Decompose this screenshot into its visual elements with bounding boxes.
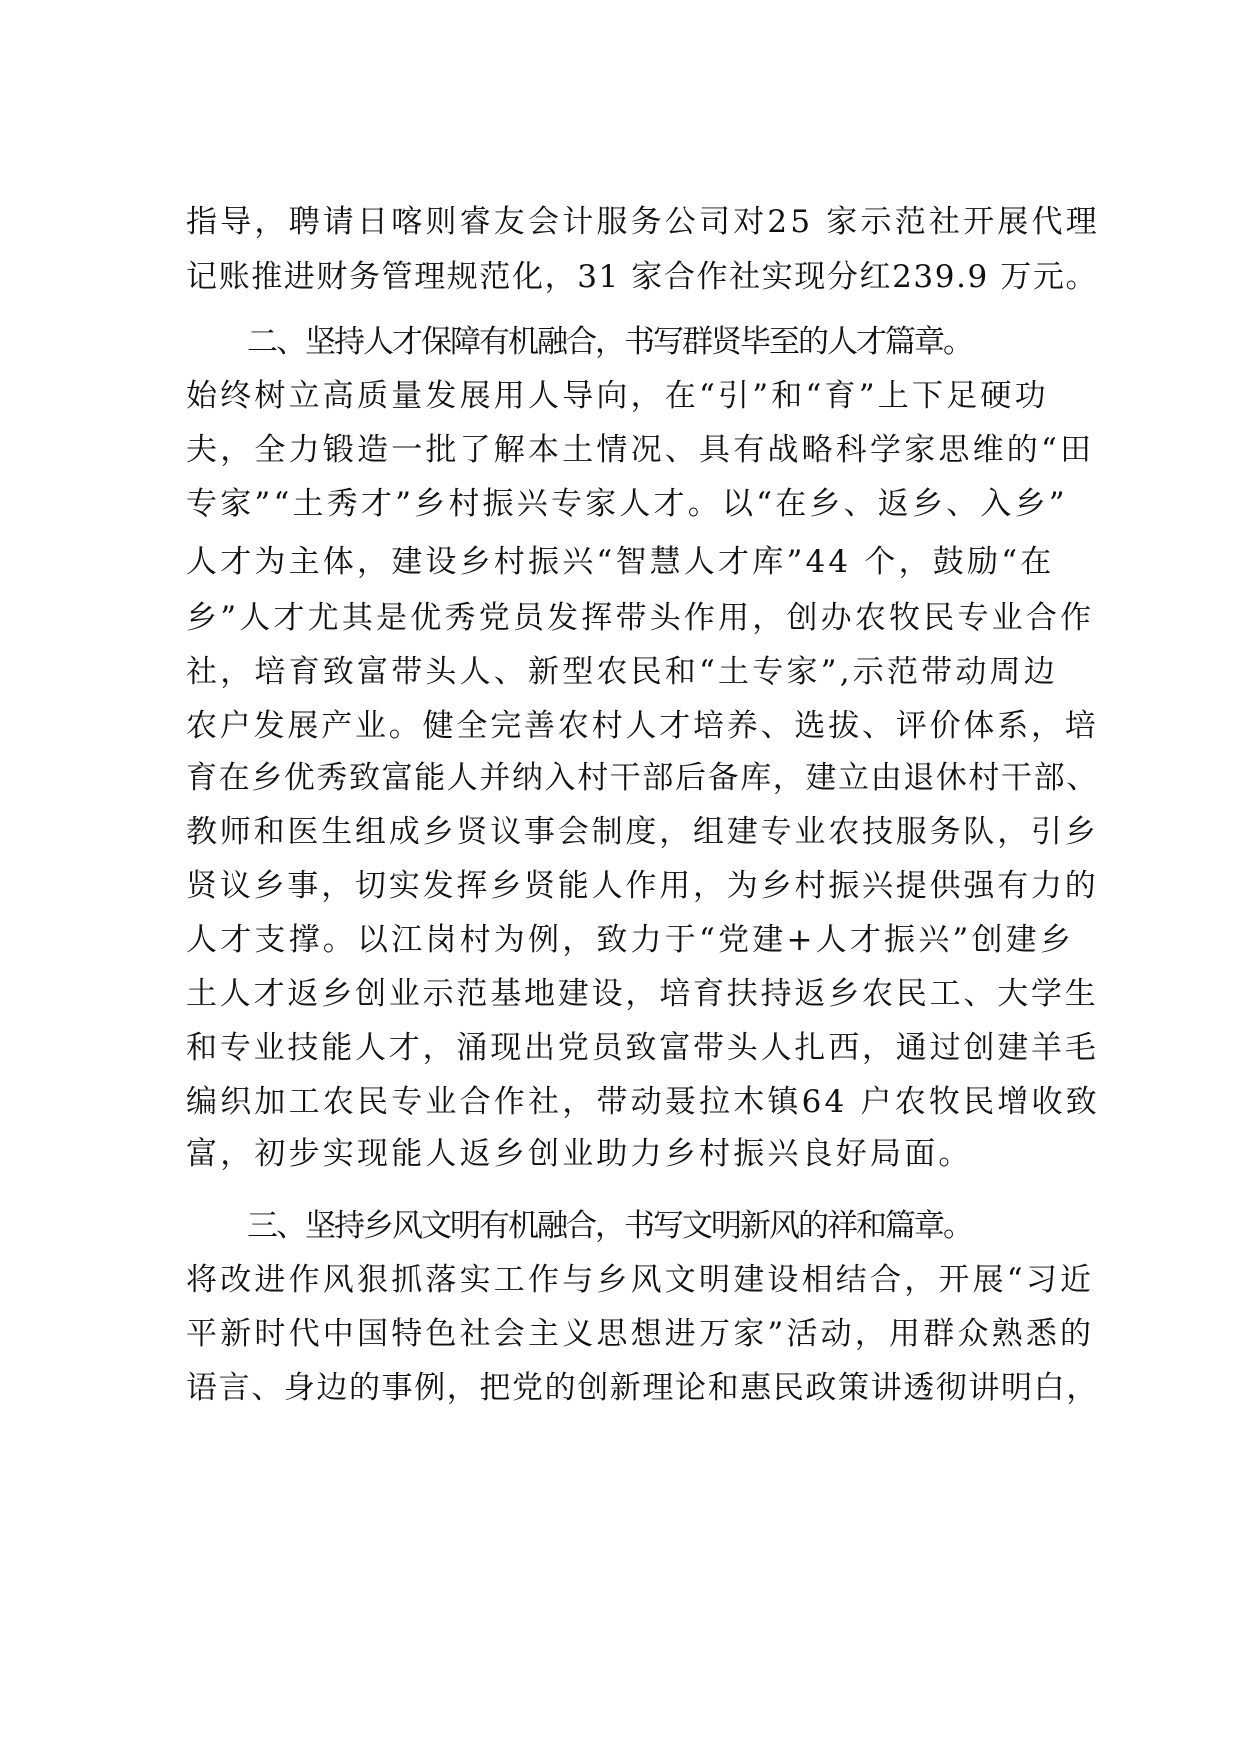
text-line: 编织加工农民专业合作社，带动聂拉木镇64 户农牧民增收致 [186,1084,1100,1120]
text-line: 土人才返乡创业示范基地建设，培育扶持返乡农民工、大学生 [186,976,1099,1012]
text-line: 记账推进财务管理规范化，31 家合作社实现分红239.9 万元。 [186,259,1099,295]
text-line: 贤议乡事，切实发挥乡贤能人作用，为乡村振兴提供强有力的 [186,868,1099,904]
section-heading-2: 二、坚持人才保障有机融合，书写群贤毕至的人才篇章。 [247,324,972,360]
text-line: 育在乡优秀致富能人并纳入村干部后备库，建立由退休村干部、 [186,760,1099,796]
text-line: 人才支撑。以江岗村为例，致力于“党建+人才振兴”创建乡 [186,922,1075,958]
text-line: 专家”“土秀才”乡村振兴专家人才。以“在乡、返乡、入乡” [186,486,1068,522]
text-line: 夫，全力锻造一批了解本土情况、具有战略科学家思维的“田 [186,432,1095,468]
text-line: 语言、身边的事例，把党的创新理论和惠民政策讲透彻讲明白， [186,1370,1099,1406]
text-line: 教师和医生组成乡贤议事会制度，组建专业农技服务队，引乡 [186,814,1099,850]
text-line: 人才为主体，建设乡村振兴“智慧人才库”44 个，鼓励“在 [186,544,1055,580]
section-heading-3: 三、坚持乡风文明有机融合，书写文明新风的祥和篇章。 [247,1208,972,1244]
text-line: 乡”人才尤其是优秀党员发挥带头作用，创办农牧民专业合作 [186,600,1095,636]
text-line: 始终树立高质量发展用人导向，在“引”和“育”上下足硬功 [186,378,1049,414]
text-line: 将改进作风狠抓落实工作与乡风文明建设相结合，开展“习近 [186,1262,1095,1298]
text-line: 平新时代中国特色社会主义思想进万家”活动，用群众熟悉的 [186,1316,1095,1352]
text-line: 富，初步实现能人返乡创业助力乡村振兴良好局面。 [186,1136,973,1172]
text-line: 指导，聘请日喀则睿友会计服务公司对25 家示范社开展代理 [186,204,1100,240]
text-line: 农户发展产业。健全完善农村人才培养、选拔、评价体系，培 [186,708,1099,744]
text-line: 和专业技能人才，涌现出党员致富带头人扎西，通过创建羊毛 [186,1030,1099,1066]
text-line: 社，培育致富带头人、新型农民和“土专家”,示范带动周边 [186,654,1058,690]
